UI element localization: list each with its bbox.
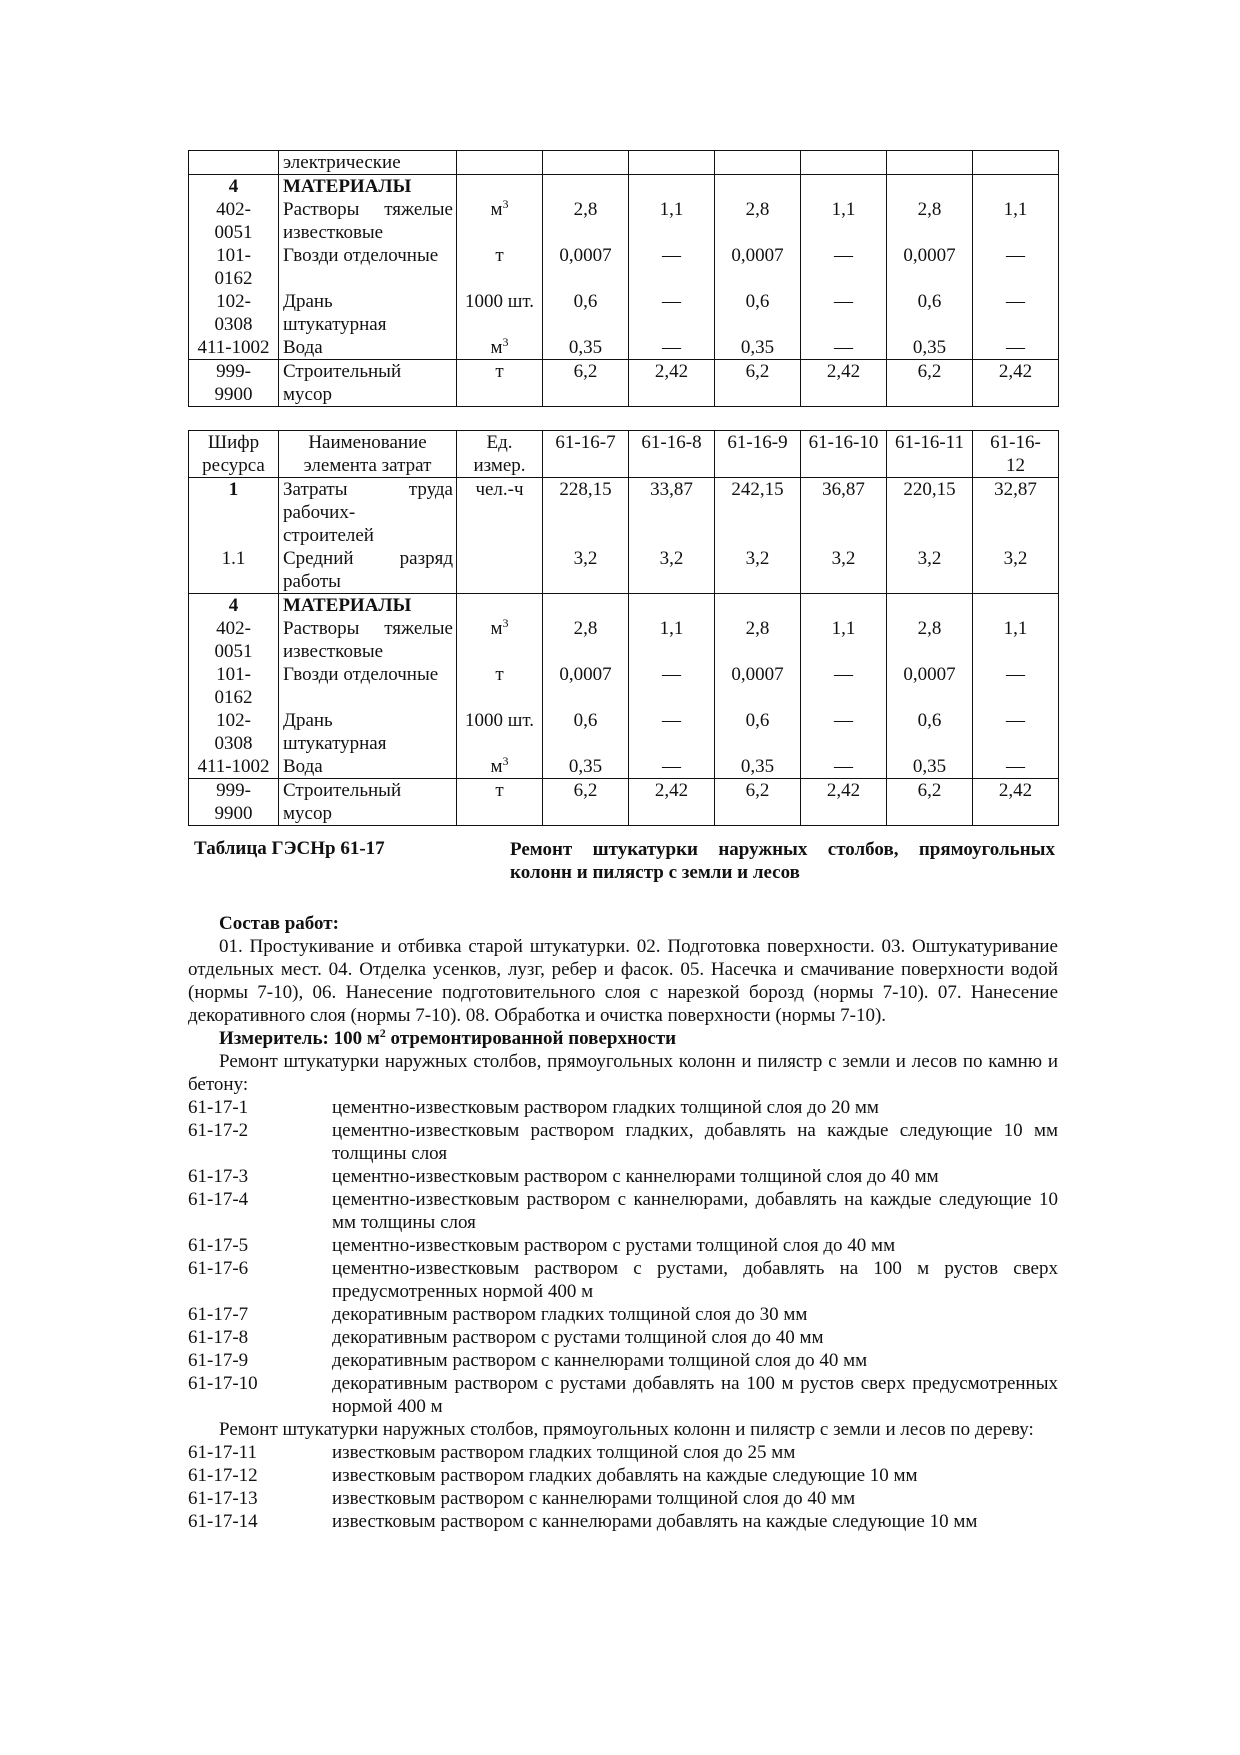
norm-description: известковым раствором гладких добавлять на каждые следующие 10 мм [332,1465,918,1486]
table-reference: Таблица ГЭСНр 61-17 [194,838,385,859]
empty-cell [629,151,715,175]
resource-name: известковые [283,222,384,243]
empty-cell [457,547,543,594]
resource-code: 101- [216,245,251,266]
unit-text: 1000 шт. [464,710,534,731]
resource-name-cell [279,336,457,360]
header-norm-code [801,431,887,478]
table-gap [188,407,1058,430]
header-norm-code [973,431,1059,478]
table-row [189,360,1059,407]
norm-code: 61-17-7 [188,1304,249,1325]
norm-item [188,1441,1058,1464]
empty-cell [715,175,801,199]
value-cell: 6,2 [543,779,629,826]
resource-code-cell [189,198,279,244]
norm-description: цементно-известковым раствором с каннелюрами, добавлять на каждые следующие 10 мм толщины слоя [332,1189,1058,1233]
materials-code: 4 [189,594,279,618]
header-text: 61-16- [990,432,1041,453]
resource-name-cell [279,244,457,290]
header-norm-code [629,431,715,478]
value-cell: 0,0007 [543,663,629,709]
empty-cell [801,175,887,199]
norm-code: 61-17-4 [188,1189,249,1210]
resource-name-cell [279,755,457,779]
unit-cell [457,709,543,755]
value-cell: — [629,244,715,290]
unit-cell: чел.-ч [457,478,543,548]
resource-code: 0051 [214,641,253,662]
resource-name: Дрань [283,291,333,312]
norm-description: цементно-известковым раствором гладких, добавлять на каждые следующие 10 мм толщины слоя [332,1120,1058,1164]
value-cell: — [801,290,887,336]
resource-name: Затраты труда [283,479,453,500]
unit-superscript: 3 [502,197,509,211]
norm-code: 61-17-9 [188,1350,249,1371]
resource-name: Строительный [283,361,402,382]
empty-cell [457,151,543,175]
table-row [189,290,1059,336]
value-cell: 0,35 [715,755,801,779]
document-page [188,150,1058,1533]
meter-superscript: 2 [379,1026,386,1040]
resource-name: электрические [279,151,457,175]
norm-code: 61-17-6 [188,1258,249,1279]
value-cell: 3,2 [629,547,715,594]
resource-code: 9900 [214,384,253,405]
unit-superscript: 3 [502,335,509,349]
resource-table-continued [188,150,1059,407]
resource-name: Гвозди отделочные [283,245,439,266]
value-cell: — [973,755,1059,779]
header-text: Наименование [308,432,427,453]
empty-cell [543,151,629,175]
table-row [189,779,1059,826]
value-cell: — [629,755,715,779]
value-cell: 1,1 [801,198,887,244]
norm-code: 61-17-3 [188,1166,249,1187]
work-composition-heading: Состав работ: [219,913,339,934]
unit-text: 1000 шт. [464,291,534,312]
value-cell: 3,2 [801,547,887,594]
empty-cell [457,175,543,199]
norm-description: цементно-известковым раствором гладких толщиной слоя до 20 мм [332,1097,879,1118]
value-cell: 0,35 [543,755,629,779]
norm-item [188,1165,1058,1188]
resource-name: штукатурная [283,733,387,754]
labor-row [189,478,1059,548]
value-cell: — [629,663,715,709]
value-cell: 242,15 [715,478,801,548]
norm-item [188,1487,1058,1510]
resource-code: 1.1 [189,547,279,594]
value-cell: — [973,663,1059,709]
resource-name-cell [279,617,457,663]
unit-text: т [495,780,504,801]
header-text: 61-16-9 [727,432,788,453]
value-cell: 1,1 [629,617,715,663]
value-cell: 2,8 [715,198,801,244]
value-cell: 2,8 [887,198,973,244]
intro-stone: Ремонт штукатурки наружных столбов, прямоугольных колонн и пилястр с земли и лесов по камню и бетону: [188,1051,1058,1095]
table-row [189,244,1059,290]
value-cell: — [973,709,1059,755]
value-cell: 2,8 [543,198,629,244]
value-cell: 2,42 [629,360,715,407]
value-cell: — [801,755,887,779]
resource-code-cell [189,617,279,663]
unit-cell [457,360,543,407]
empty-cell [887,151,973,175]
materials-header-row [189,175,1059,199]
materials-label: МАТЕРИАЛЫ [279,594,457,618]
resource-name: Растворы тяжелые [283,618,453,639]
resource-code: 102- [216,710,251,731]
empty-cell [189,151,279,175]
unit-cell [457,663,543,709]
value-cell: 6,2 [715,779,801,826]
value-cell: 2,8 [715,617,801,663]
norm-code: 61-17-2 [188,1120,249,1141]
value-cell: 1,1 [629,198,715,244]
norm-item [188,1510,1058,1533]
intro-wood: Ремонт штукатурки наружных столбов, прямоугольных колонн и пилястр с земли и лесов по дереву: [219,1419,1034,1440]
header-name [279,431,457,478]
resource-name: штукатурная [283,314,387,335]
resource-name: мусор [283,803,332,824]
resource-code-cell [189,244,279,290]
value-cell: 0,6 [887,290,973,336]
header-norm-code [715,431,801,478]
empty-cell [973,594,1059,618]
value-cell: 2,8 [887,617,973,663]
resource-name: работы [283,571,341,592]
empty-cell [973,175,1059,199]
norm-code: 61-17-8 [188,1327,249,1348]
meter-rest: отремонтированной поверхности [385,1028,677,1049]
resource-name: Гвозди отделочные [283,664,439,685]
resource-code: 1 [189,478,279,548]
norm-code: 61-17-11 [188,1442,257,1463]
value-cell: 0,6 [887,709,973,755]
resource-name-cell [279,779,457,826]
empty-cell [457,594,543,618]
resource-code: 102- [216,291,251,312]
grade-row [189,547,1059,594]
norm-item [188,1326,1058,1349]
unit-cell [457,336,543,360]
value-cell: 0,0007 [543,244,629,290]
norm-description: декоративным раствором с рустами толщиной слоя до 40 мм [332,1327,824,1348]
value-cell: 0,6 [543,290,629,336]
resource-code: 999- [216,361,251,382]
norm-description: цементно-известковым раствором с каннелюрами толщиной слоя до 40 мм [332,1166,939,1187]
table-row [189,663,1059,709]
value-cell: — [629,336,715,360]
empty-cell [715,594,801,618]
value-cell: — [973,244,1059,290]
value-cell: — [629,709,715,755]
header-norm-code [887,431,973,478]
norm-item [188,1234,1058,1257]
unit-text: т [495,245,504,266]
value-cell: 2,42 [973,779,1059,826]
empty-cell [973,151,1059,175]
resource-code: 0051 [214,222,253,243]
norm-code: 61-17-1 [188,1097,249,1118]
header-text: 61-16-7 [555,432,616,453]
value-cell: — [973,336,1059,360]
norm-description: декоративным раствором с рустами добавлять на 100 м рустов сверх предусмотренных нормой 400 м [332,1373,1058,1417]
unit-text: м [490,756,503,777]
value-cell: 3,2 [543,547,629,594]
unit-superscript: 3 [502,616,509,630]
resource-code: 402- [216,618,251,639]
resource-code-cell [189,336,279,360]
resource-name: известковые [283,641,384,662]
empty-cell [801,151,887,175]
section-heading [188,838,1058,898]
value-cell: 0,0007 [887,244,973,290]
resource-name: мусор [283,384,332,405]
unit-text: м [490,199,503,220]
norm-item [188,1188,1058,1234]
value-cell: 6,2 [715,360,801,407]
value-cell: 36,87 [801,478,887,548]
norm-item [188,1372,1058,1418]
continued-row [189,151,1059,175]
empty-cell [715,151,801,175]
resource-name: Строительный [283,780,402,801]
empty-cell [887,175,973,199]
value-cell: 2,42 [801,779,887,826]
header-text: 61-16-10 [808,432,879,453]
resource-name: Вода [283,337,323,358]
norm-list-stone [188,1096,1058,1418]
value-cell: — [801,244,887,290]
resource-code: 999- [216,780,251,801]
table-row [189,198,1059,244]
value-cell: — [801,709,887,755]
resource-code-cell [189,290,279,336]
empty-cell [887,594,973,618]
empty-cell [801,594,887,618]
norm-list-wood [188,1441,1058,1533]
norm-item [188,1096,1058,1119]
value-cell: 32,87 [973,478,1059,548]
header-text: ресурса [202,455,265,476]
norm-description: известковым раствором гладких толщиной слоя до 25 мм [332,1442,796,1463]
empty-cell [543,594,629,618]
value-cell: 0,6 [715,709,801,755]
value-cell: 1,1 [973,617,1059,663]
norm-item [188,1257,1058,1303]
meter-label: Измеритель: 100 м [219,1028,380,1049]
resource-name: Средний разряд [283,548,453,569]
norm-description: известковым раствором с каннелюрами толщиной слоя до 40 мм [332,1488,856,1509]
resource-name: Дрань [283,710,333,731]
header-text: измер. [473,455,526,476]
header-text: Шифр [207,432,260,453]
resource-code: 0308 [214,314,253,335]
resource-name-cell [279,478,457,548]
value-cell: 0,35 [715,336,801,360]
norm-description: декоративным раствором с каннелюрами толщиной слоя до 40 мм [332,1350,868,1371]
resource-code-cell [189,779,279,826]
header-unit [457,431,543,478]
resource-code: 0162 [214,687,253,708]
norm-code: 61-17-5 [188,1235,249,1256]
resource-table-61-16 [188,430,1059,826]
value-cell: 0,35 [887,336,973,360]
norm-code: 61-17-10 [188,1373,258,1394]
value-cell: 3,2 [715,547,801,594]
materials-label: МАТЕРИАЛЫ [279,175,457,199]
header-text: 61-16-8 [641,432,702,453]
unit-cell [457,198,543,244]
resource-code-cell [189,755,279,779]
value-cell: — [801,663,887,709]
value-cell: — [973,290,1059,336]
value-cell: — [629,290,715,336]
value-cell: 33,87 [629,478,715,548]
norm-item [188,1349,1058,1372]
resource-name: Вода [283,756,323,777]
value-cell: 0,6 [543,709,629,755]
empty-cell [629,594,715,618]
resource-name: рабочих- [283,502,356,523]
norm-code: 61-17-12 [188,1465,258,1486]
value-cell: 220,15 [887,478,973,548]
unit-cell [457,755,543,779]
resource-code: 0162 [214,268,253,289]
empty-cell [629,175,715,199]
resource-name-cell [279,360,457,407]
header-row [189,431,1059,478]
value-cell: 0,6 [715,290,801,336]
norm-description: декоративным раствором гладких толщиной слоя до 30 мм [332,1304,808,1325]
resource-name-cell [279,290,457,336]
unit-superscript: 3 [502,754,509,768]
value-cell: 0,0007 [715,244,801,290]
resource-code: 101- [216,664,251,685]
norm-code: 61-17-14 [188,1511,258,1532]
norm-item [188,1464,1058,1487]
table-row [189,755,1059,779]
unit-cell [457,617,543,663]
unit-cell [457,244,543,290]
materials-header-row [189,594,1059,618]
resource-code: 402- [216,199,251,220]
value-cell: 3,2 [973,547,1059,594]
norm-description: цементно-известковым раствором с рустами, добавлять на 100 м рустов сверх предусмотренных нормой 400 м [332,1258,1058,1302]
table-row [189,709,1059,755]
value-cell: 0,35 [887,755,973,779]
empty-cell [543,175,629,199]
unit-text: м [490,618,503,639]
resource-code-cell [189,709,279,755]
unit-text: м [490,337,503,358]
meter-line [188,1027,1058,1050]
resource-code: 411-1002 [197,337,270,358]
resource-name: строителей [283,525,374,546]
value-cell: 0,0007 [715,663,801,709]
unit-text: т [495,664,504,685]
value-cell: 2,42 [629,779,715,826]
value-cell: 6,2 [887,779,973,826]
norm-item [188,1303,1058,1326]
work-composition-text: 01. Простукивание и отбивка старой штукатурки. 02. Подготовка поверхности. 03. Оштукатуривание отдельных мест. 04. Отделка усенков, лузг, ребер и фасок. 05. Насечка и смачивание поверхности водой (нормы 7-10), 06. Нанесение подготовительного слоя с нарезкой борозд (нормы 7-10). 07. Нанесение декоративного слоя (нормы 7-10). 08. Обработка и очистка поверхности (нормы 7-10). [188,936,1058,1026]
resource-name-cell [279,198,457,244]
norm-description: цементно-известковым раствором с рустами толщиной слоя до 40 мм [332,1235,896,1256]
header-text: 61-16-11 [895,432,964,453]
header-text: Ед. [486,432,513,453]
resource-name-cell [279,709,457,755]
resource-code-cell [189,360,279,407]
resource-name-cell [279,663,457,709]
resource-code: 0308 [214,733,253,754]
value-cell: 2,42 [801,360,887,407]
section-title: Ремонт штукатурки наружных столбов, прямоугольных колонн и пилястр с земли и лесов [510,839,1055,883]
value-cell: 0,0007 [887,663,973,709]
resource-name: Растворы тяжелые [283,199,453,220]
value-cell: 6,2 [543,360,629,407]
materials-code: 4 [189,175,279,199]
table-row [189,617,1059,663]
value-cell: 1,1 [801,617,887,663]
value-cell: — [801,336,887,360]
norm-code: 61-17-13 [188,1488,258,1509]
header-text: 12 [1006,455,1025,476]
header-code [189,431,279,478]
resource-code: 411-1002 [197,756,270,777]
resource-name-cell [279,547,457,594]
value-cell: 2,8 [543,617,629,663]
value-cell: 6,2 [887,360,973,407]
unit-cell [457,290,543,336]
value-cell: 0,35 [543,336,629,360]
norm-description: известковым раствором с каннелюрами добавлять на каждые следующие 10 мм [332,1511,978,1532]
norm-item [188,1119,1058,1165]
unit-cell [457,779,543,826]
header-text: элемента затрат [303,455,432,476]
value-cell: 3,2 [887,547,973,594]
value-cell: 1,1 [973,198,1059,244]
value-cell: 228,15 [543,478,629,548]
header-norm-code [543,431,629,478]
resource-code: 9900 [214,803,253,824]
table-row [189,336,1059,360]
resource-code-cell [189,663,279,709]
value-cell: 2,42 [973,360,1059,407]
unit-text: т [495,361,504,382]
